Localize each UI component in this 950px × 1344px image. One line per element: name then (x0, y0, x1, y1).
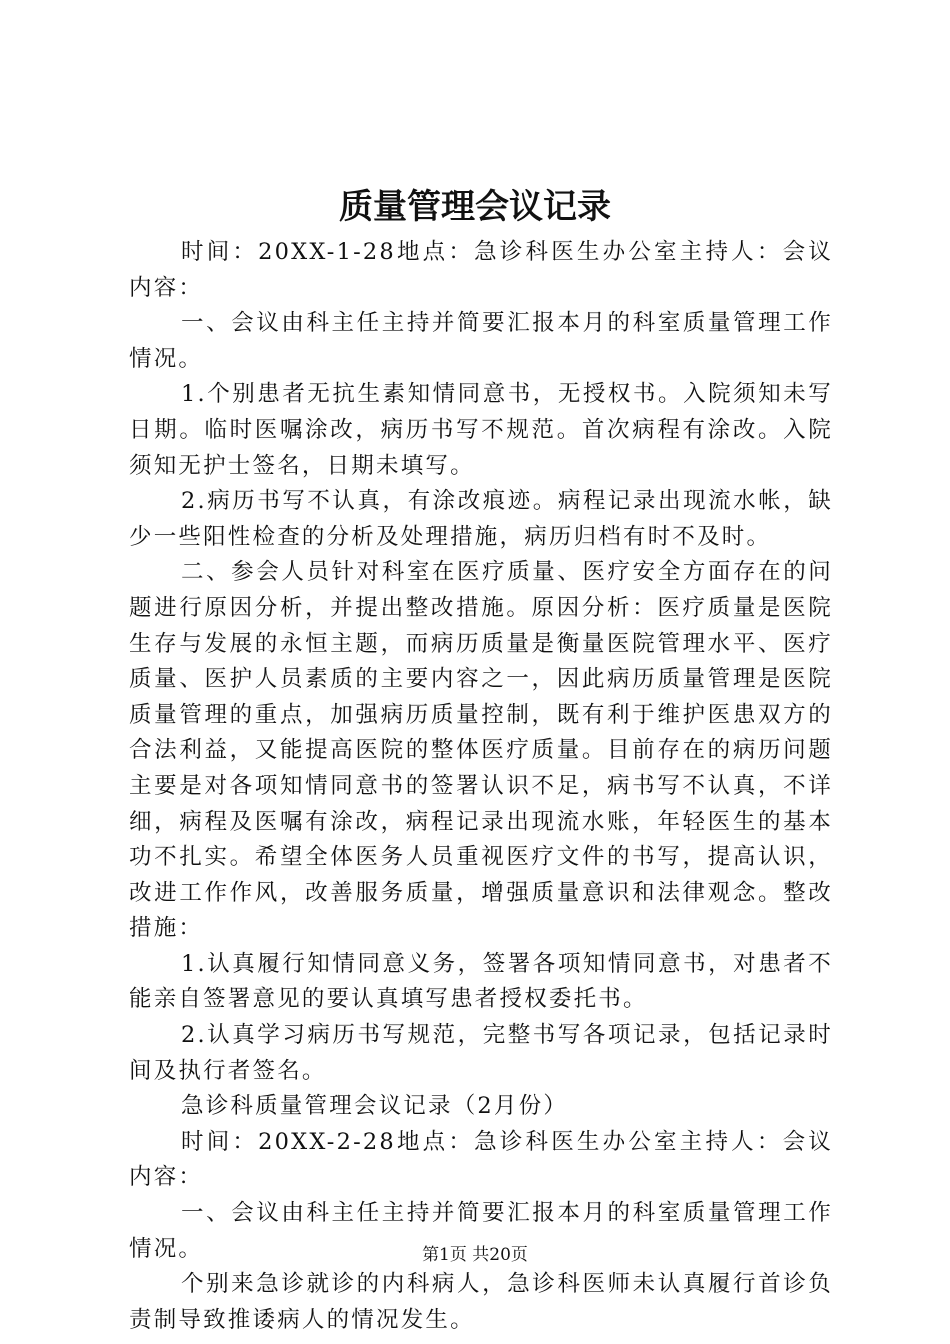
paragraph-issue-1: 1.个别患者无抗生素知情同意书，无授权书。入院须知未写日期。临时医嘱涂改，病历书写不规范。首次病程有涂改。入院须知无护士签名，日期未填写。 (129, 381, 833, 479)
document-title: 质量管理会议记录 (339, 187, 611, 227)
paragraph-meeting-info-jan: 时间：20XX-1-28地点：急诊科医生办公室主持人：会议内容： (129, 239, 833, 301)
paragraph-issue-2: 2.病历书写不认真，有涂改痕迹。病程记录出现流水帐，缺少一些阳性检查的分析及处理措施，病历归档有时不及时。 (129, 488, 833, 550)
paragraph-subtitle-feb: 急诊科质量管理会议记录（2月份） (181, 1093, 569, 1120)
paragraph-section-two-analysis: 二、参会人员针对科室在医疗质量、医疗安全方面存在的问题进行原因分析，并提出整改措施。原因分析：医疗质量是医院生存与发展的永恒主题，而病历质量是衡量医院管理水平、医疗质量、医护人员素质的主要内容之一，因此病历质量管理是医院质量管理的重点，加强病历质量控制，既有利于维护医患双方的合法利益，又能提高医院的整体医疗质量。目前存在的病历问题主要是对各项知情同意书的签署认识不足，病书写不认真，不详细，病程及医嘱有涂改，病程记录出现流水账，年轻医生的基本功不扎实。希望全体医务人员重视医疗文件的书写，提高认识，改进工作作风，改善服务质量，增强质量意识和法律观念。整改措施： (129, 559, 833, 942)
paragraph-measure-2: 2.认真学习病历书写规范，完整书写各项记录，包括记录时间及执行者签名。 (129, 1022, 833, 1084)
paragraph-feb-issue: 个别来急诊就诊的内科病人，急诊科医师未认真履行首诊负责制导致推诿病人的情况发生。 (129, 1271, 833, 1333)
page-footer: 第1页 共20页 (422, 1245, 528, 1265)
paragraph-section-one-feb: 一、会议由科主任主持并简要汇报本月的科室质量管理工作情况。 (129, 1200, 833, 1262)
paragraph-measure-1: 1.认真履行知情同意义务，签署各项知情同意书，对患者不能亲自签署意见的要认真填写患者授权委托书。 (129, 950, 833, 1013)
paragraph-meeting-info-feb: 时间：20XX-2-28地点：急诊科医生办公室主持人：会议内容： (129, 1128, 833, 1191)
document-body (129, 235, 833, 1338)
paragraph-section-one-jan: 一、会议由科主任主持并简要汇报本月的科室质量管理工作情况。 (129, 310, 833, 372)
